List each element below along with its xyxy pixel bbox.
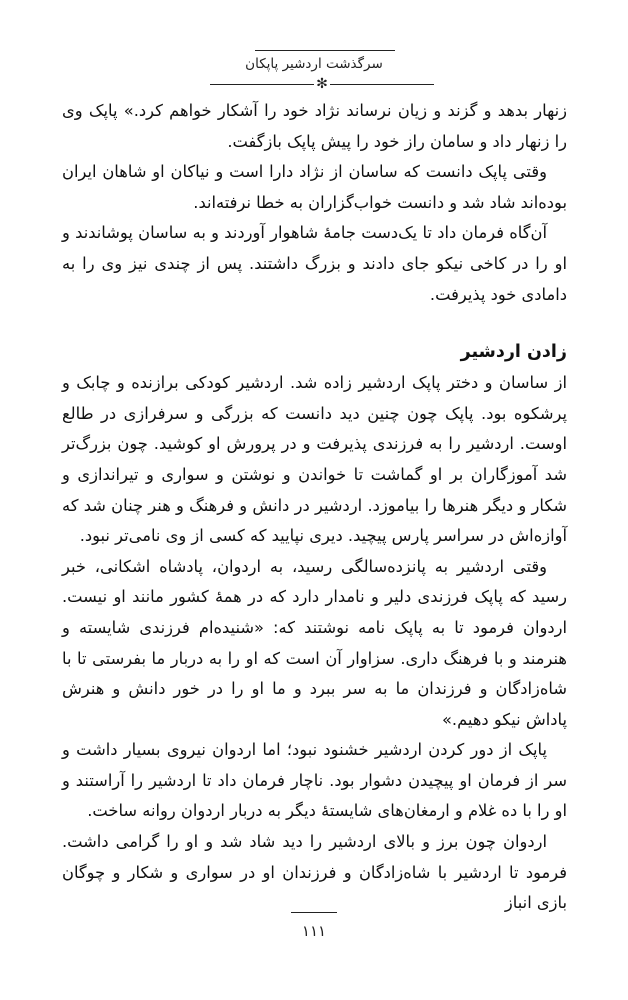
paragraph: اردوان چون برز و بالای اردشیر را دید شاد شد و او را گرامی داشت. فرمود تا اردشیر با شاه‌زادگان و فرزندان او در سواری و شکار و چوگان بازی انباز	[62, 832, 567, 913]
paragraph: وقتی اردشیر به پانزده‌سالگی رسید، به اردوان، پادشاه اشکانی، خبر رسید که پاپک فرزندی دلیر و نامدار دارد که در همهٔ کشور مانند او نیست. اردوان فرمود تا به پاپک نامه نوشتند که: «شنیده‌ام فرزندی شایسته و هنرمند و با فرهنگ داری. سزاوار آن است که او را به دربار ما بفرستی تا با شاه‌زادگان و فرزندان ما به سر ببرد و ما او را در خور دانش و هنرش پاداش نیکو دهیم.»	[62, 556, 567, 729]
running-title: سرگذشت اردشیر پاپکان	[245, 56, 383, 72]
paragraph: وقتی پاپک دانست که ساسان از نژاد دارا است و نیاکان او شاهان ایران بوده‌اند شاد شد و دانست خواب‌گزاران به خطا نرفته‌اند.	[62, 162, 567, 212]
page-body	[62, 96, 567, 919]
page-number: ۱۱۱	[301, 922, 327, 940]
header-top-rule	[255, 50, 395, 51]
paragraph: زنهار بدهد و گزند و زیان نرساند نژاد خود را آشکار خواهم کرد.» پاپک وی را زنهار داد و سامان راز خود را پیش پاپک بازگفت.	[62, 101, 567, 151]
footer-rule	[291, 912, 337, 913]
asterism-ornament-icon: ✻	[316, 76, 328, 92]
running-header	[0, 44, 628, 94]
section-heading: زادن اردشیر	[460, 342, 567, 363]
paragraph: پاپک از دور کردن اردشیر خشنود نبود؛ اما اردوان نیروی بسیار داشت و سر از فرمان او پیچیدن دشوار بود. ناچار فرمان داد تا اردشیر را آراستند و او را با ده غلام و ارمغان‌های شایستهٔ دیگر به دربار اردوان روانه ساخت.	[62, 740, 567, 821]
header-rule-right	[330, 84, 434, 85]
paragraph: آن‌گاه فرمان داد تا یک‌دست جامهٔ شاهوار آوردند و به ساسان پوشاندند و او را در کاخی نیکو جای دادند و بزرگ داشتند. پس از چندی نیز وی را به دامادی خود پذیرفت.	[62, 223, 567, 304]
header-rule-left	[210, 84, 314, 85]
paragraph: از ساسان و دختر پاپک اردشیر زاده شد. اردشیر کودکی برازنده و چابک و پرشکوه بود. پاپک چون چنین دید دانست که بزرگی و سرفرازی در طالع اوست. اردشیر را به فرزندی پذیرفت و در پرورش او کوشید. چون بزرگ‌تر شد آموزگاران بر او گماشت تا خواندن و نوشتن و سواری و تیراندازی و شکار و دیگر هنرها را بیاموزد. اردشیر در دانش و فرهنگ و هنر چنان شد که آوازه‌اش در سراسر پارس پیچید. دیری نپایید که کسی از وی نامی‌تر نبود.	[62, 373, 567, 546]
